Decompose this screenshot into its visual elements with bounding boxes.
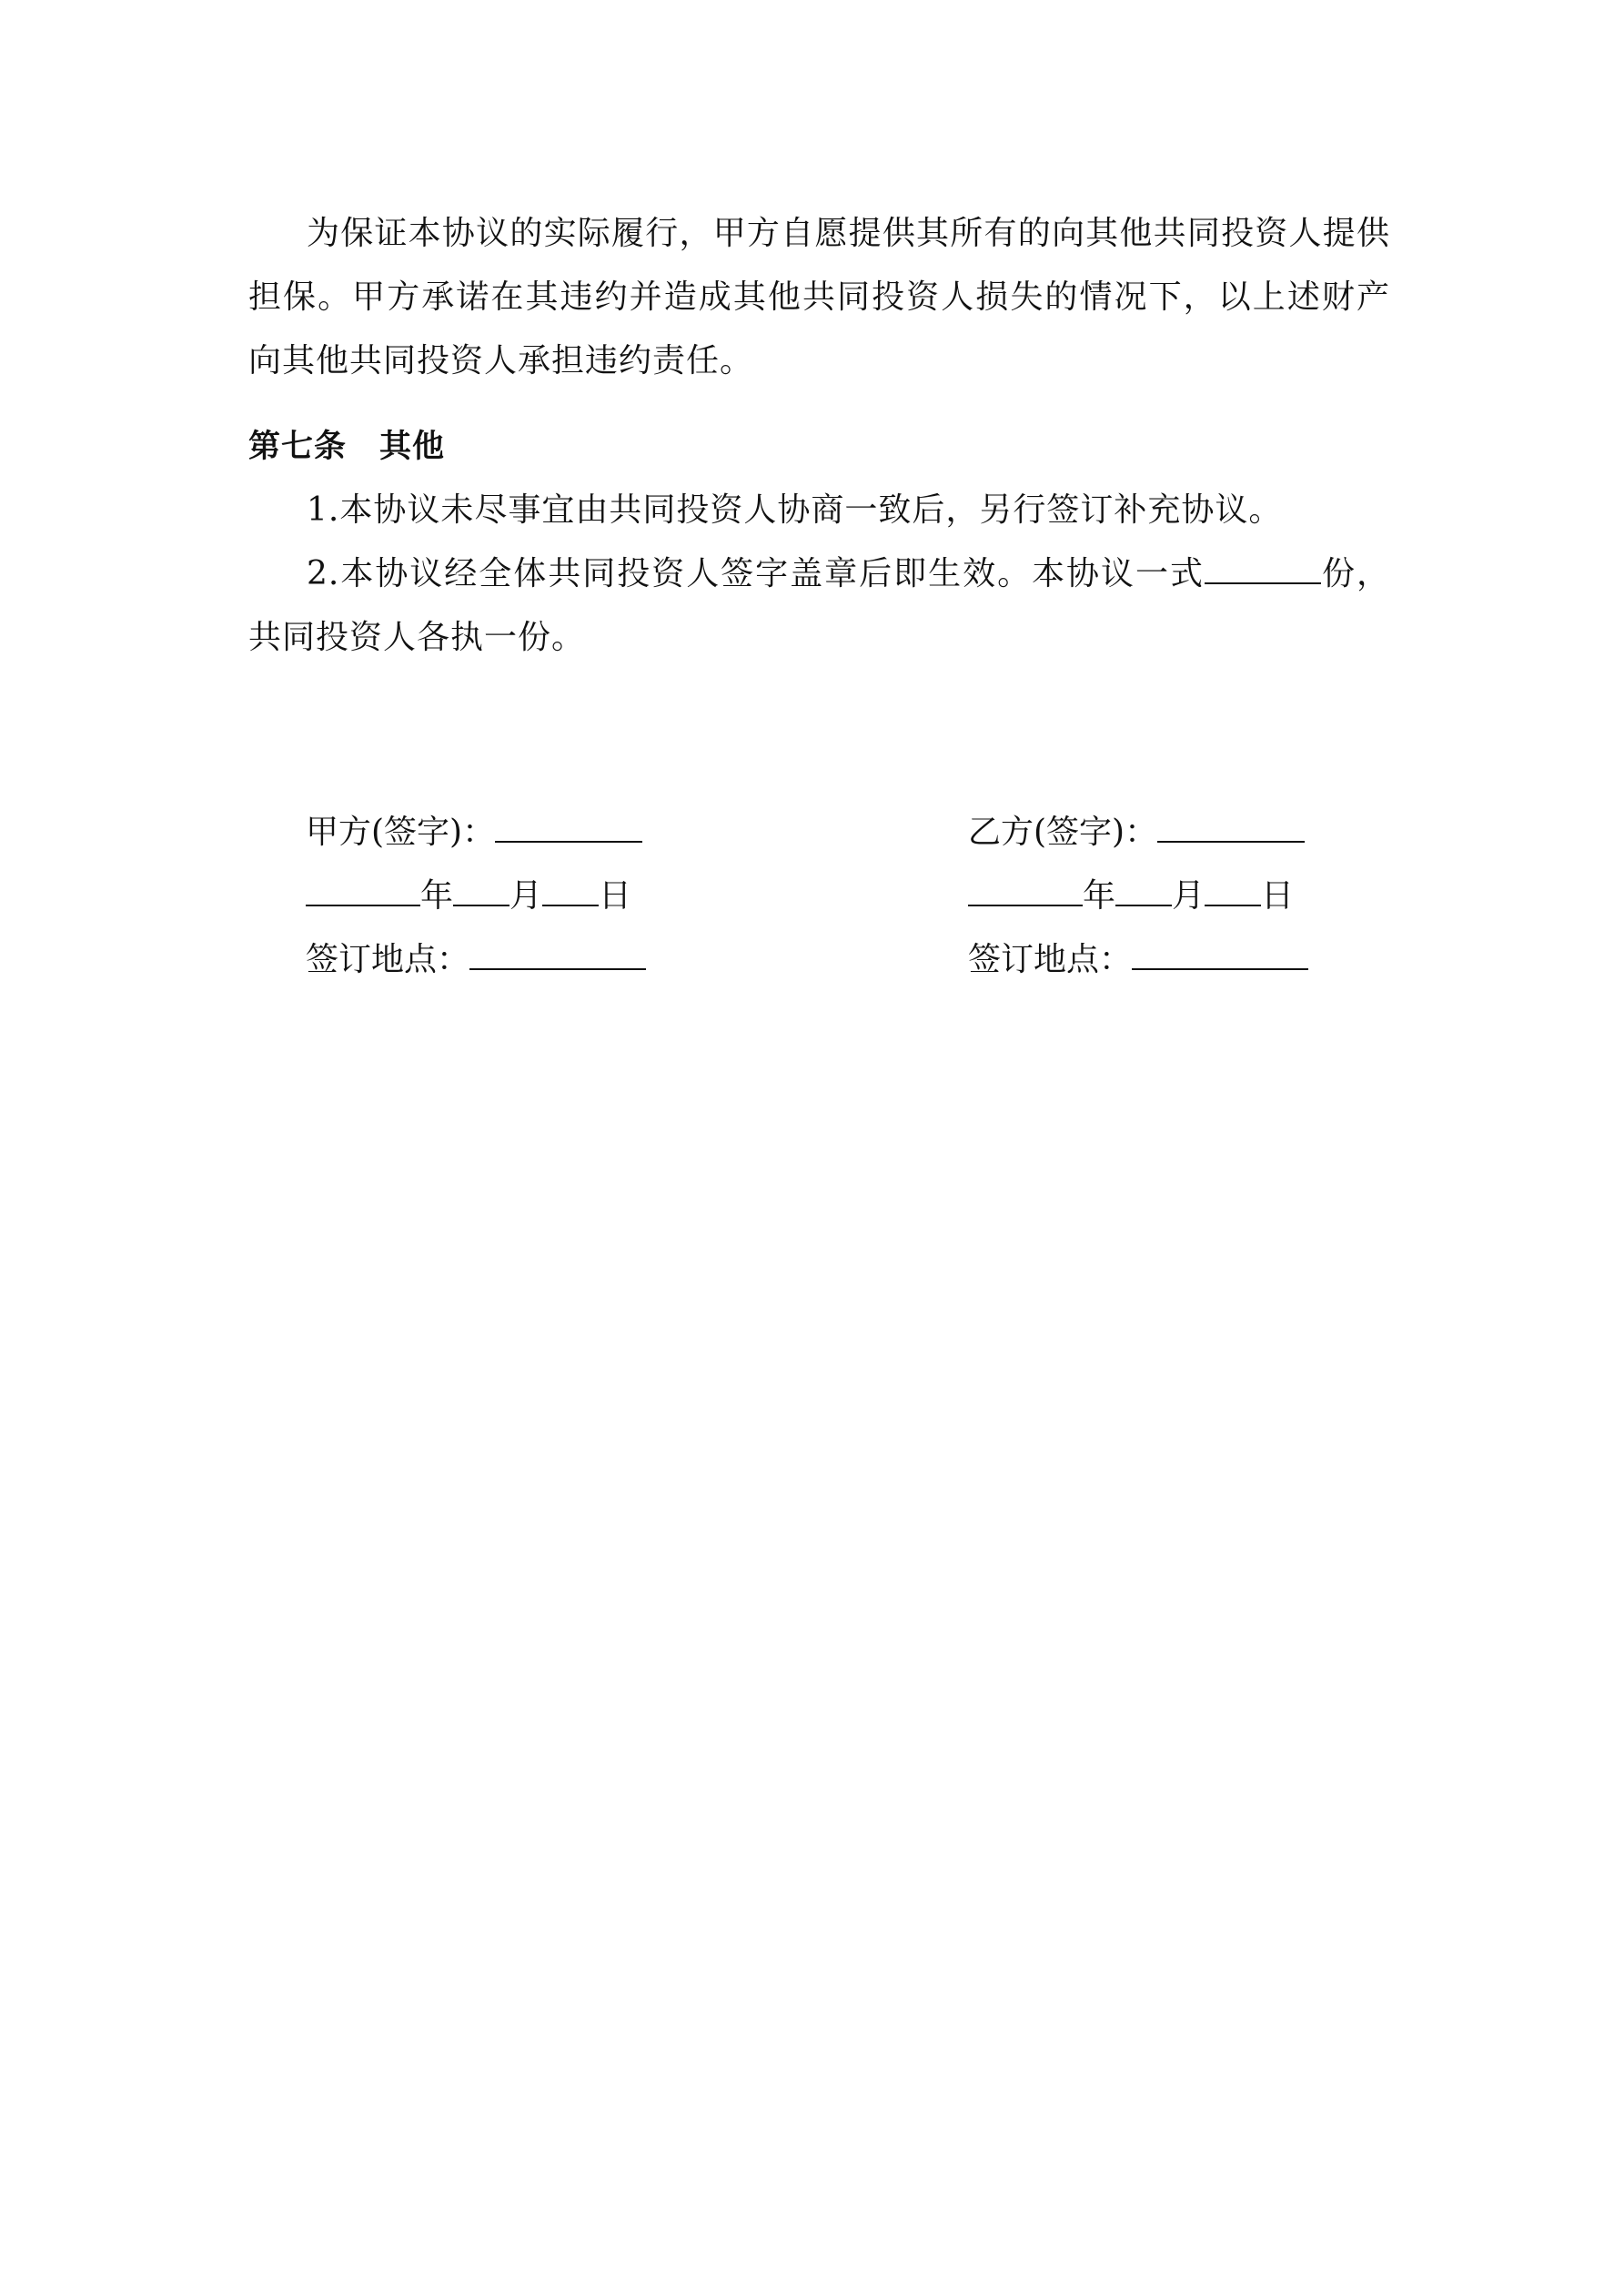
party-b-day-label: 日 xyxy=(1261,877,1295,915)
article-7-number: 第七条 xyxy=(248,429,348,465)
party-b-label: 乙方(签字)： xyxy=(968,814,1158,851)
party-b-year-blank[interactable] xyxy=(968,865,1083,906)
party-b-place-label: 签订地点： xyxy=(968,941,1133,978)
party-a-signature-blank[interactable] xyxy=(495,801,642,843)
clause-2-text-after: 份，共同投资人各执一份。 xyxy=(248,555,1390,656)
clause-1: 1.本协议未尽事宜由共同投资人协商一致后，另行签订补充协议。 xyxy=(307,491,1283,529)
party-a-year-blank[interactable] xyxy=(306,865,420,906)
party-a-place-blank[interactable] xyxy=(469,928,646,970)
party-a-month-label: 月 xyxy=(509,877,543,915)
party-b-sign-line xyxy=(968,801,1308,865)
document-body xyxy=(248,202,1390,670)
article-7-title: 其他 xyxy=(379,429,446,465)
clause-2 xyxy=(248,542,1390,670)
party-a-label: 甲方(签字)： xyxy=(306,814,496,851)
party-a-place-label: 签订地点： xyxy=(306,941,470,978)
party-b-month-blank[interactable] xyxy=(1115,865,1172,906)
party-b-month-label: 月 xyxy=(1172,877,1205,915)
party-a-place-line xyxy=(306,928,646,992)
party-b-year-label: 年 xyxy=(1083,877,1116,915)
copies-count-blank[interactable] xyxy=(1205,546,1321,584)
party-b-signature-block xyxy=(968,801,1308,992)
party-a-year-label: 年 xyxy=(420,877,454,915)
party-b-date-line xyxy=(968,865,1308,928)
signature-section xyxy=(0,801,1624,1037)
clause-2-text-before: 2.本协议经全体共同投资人签字盖章后即生效。本协议一式 xyxy=(307,555,1205,592)
party-a-day-blank[interactable] xyxy=(542,865,599,906)
article-7-heading xyxy=(248,415,1390,479)
party-b-place-blank[interactable] xyxy=(1132,928,1308,970)
guarantee-paragraph: 为保证本协议的实际履行，甲方自愿提供其所有的向其他共同投资人提供担保。甲方承诺在其违约并造成其他共同投资人损失的情况下，以上述财产向其他共同投资人承担违约责任。 xyxy=(248,215,1390,379)
party-a-day-label: 日 xyxy=(599,877,632,915)
party-a-month-blank[interactable] xyxy=(453,865,509,906)
party-a-date-line xyxy=(306,865,646,928)
party-b-signature-blank[interactable] xyxy=(1157,801,1305,843)
party-b-place-line xyxy=(968,928,1308,992)
party-b-day-blank[interactable] xyxy=(1205,865,1261,906)
party-a-signature-block xyxy=(306,801,646,992)
party-a-sign-line xyxy=(306,801,646,865)
